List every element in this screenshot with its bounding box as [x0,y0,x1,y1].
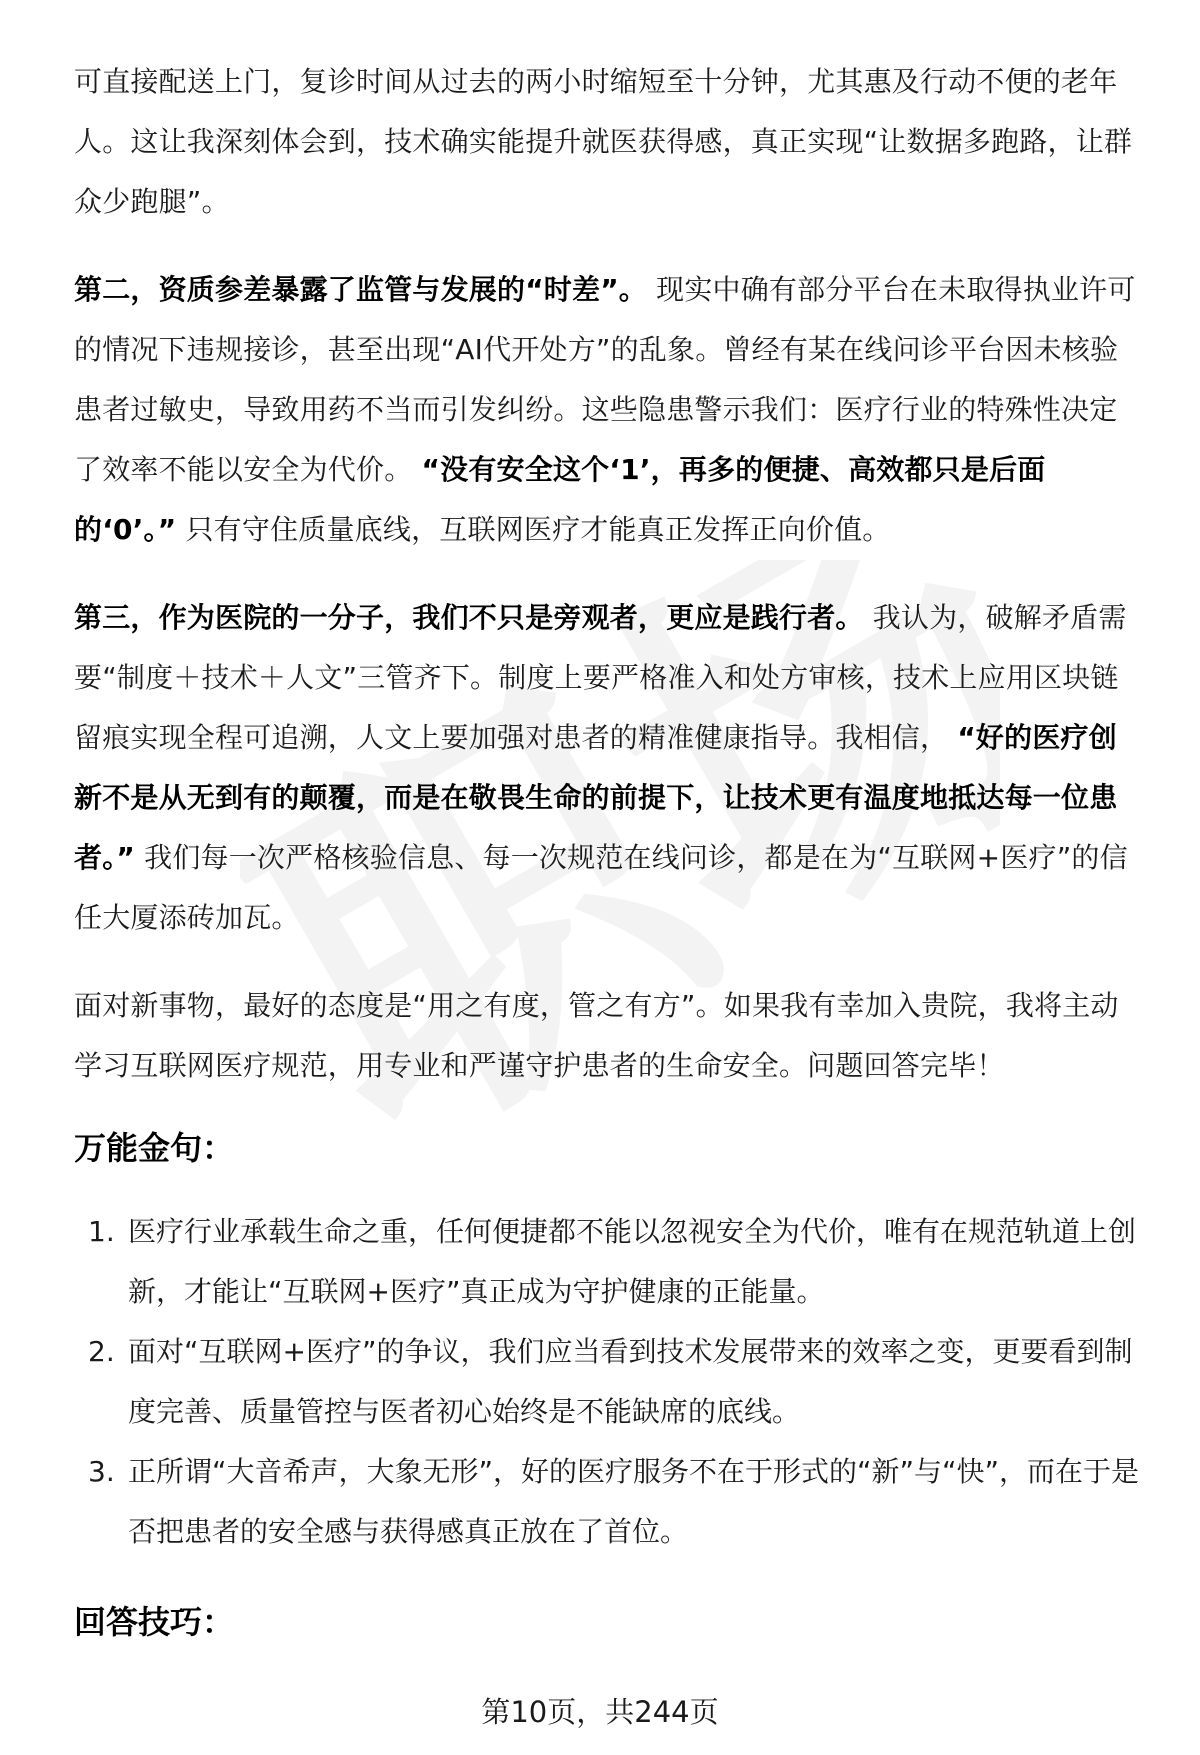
paragraph-3-text-2: 我们每一次严格核验信息、每一次规范在线问诊，都是在为“互联网+医疗”的信任大厦添砖加瓦。 [74,841,1128,934]
page-number: 第10页，共244页 [481,1695,719,1729]
list-item-text: 医疗行业承载生命之重，任何便捷都不能以忽视安全为代价，唯有在规范轨道上创新，才能让“互联网+医疗”真正成为守护健康的正能量。 [128,1215,1137,1308]
list-item [74,1442,1144,1562]
paragraph-2-heading: 第二，资质参差暴露了监管与发展的“时差”。 [74,273,648,306]
paragraph-3-quote: “好的医疗创新不是从无到有的颠覆，而是在敬畏生命的前提下，让技术更有温度地抵达每一位患者。” [74,721,1118,874]
paragraph-3-text: 我认为，破解矛盾需要“制度＋技术＋人文”三管齐下。制度上要严格准入和处方审核，技术上应用区块链留痕实现全程可追溯，人文上要加强对患者的精准健康指导。我相信， [74,601,1127,754]
list-item-number: 3. [88,1455,115,1488]
list-item-text: 面对“互联网+医疗”的争议，我们应当看到技术发展带来的效率之变，更要看到制度完善、质量管控与医者初心始终是不能缺席的底线。 [128,1335,1133,1428]
paragraph-3-heading: 第三，作为医院的一分子，我们不只是旁观者，更应是践行者。 [74,601,864,634]
golden-sentences-list [74,1202,1144,1562]
paragraph-2 [74,260,1144,560]
list-item-number: 1. [88,1215,115,1248]
paragraph-2-text-2: 只有守住质量底线，互联网医疗才能真正发挥正向价值。 [185,513,891,546]
paragraph-2-quote: “没有安全这个‘1’，再多的便捷、高效都只是后面的‘0’。” [74,453,1046,546]
paragraph-1 [74,52,1144,232]
list-item [74,1322,1144,1442]
document-body [74,52,1144,1676]
paragraph-4-text: 面对新事物，最好的态度是“用之有度，管之有方”。如果我有幸加入贵院，我将主动学习互联网医疗规范，用专业和严谨守护患者的生命安全。问题回答完毕！ [74,989,1119,1082]
paragraph-2-text: 现实中确有部分平台在未取得执业许可的情况下违规接诊，甚至出现“AI代开处方”的乱象。曾经有某在线问诊平台因未核验患者过敏史，导致用药不当而引发纠纷。这些隐患警示我们：医疗行业的特殊性决定了效率不能以安全为代价。 [74,273,1136,486]
list-item [74,1202,1144,1322]
list-item-text: 正所谓“大音希声，大象无形”，好的医疗服务不在于形式的“新”与“快”，而在于是否把患者的安全感与获得感真正放在了首位。 [128,1455,1140,1548]
paragraph-3 [74,588,1144,948]
section-heading-answer-tips: 回答技巧： [74,1603,235,1641]
list-item-number: 2. [88,1335,115,1368]
paragraph-4 [74,976,1144,1096]
paragraph-1-text: 可直接配送上门，复诊时间从过去的两小时缩短至十分钟，尤其惠及行动不便的老年人。这让我深刻体会到，技术确实能提升就医获得感，真正实现“让数据多跑路，让群众少跑腿”。 [74,65,1133,218]
section-heading-golden-sentences: 万能金句： [74,1129,235,1167]
